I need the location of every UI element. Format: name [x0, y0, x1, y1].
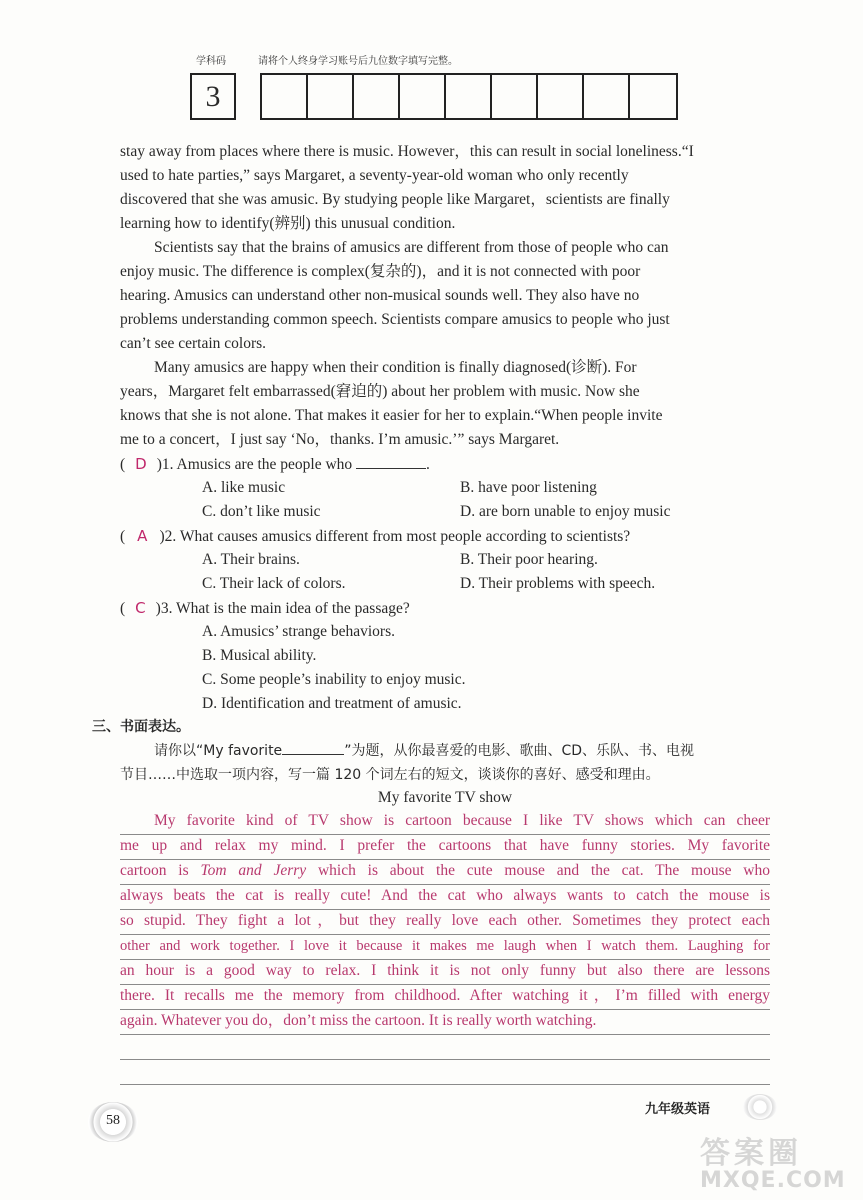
question-2: ( A )2. What causes amusics different from most people according to scientists?	[120, 527, 631, 545]
section-title: 三、书面表达。	[92, 719, 190, 735]
option-d: D. Their problems with speech.	[460, 575, 656, 592]
decorative-seal-icon	[743, 1094, 777, 1120]
passage-line: hearing. Amusics can understand other non-musical sounds well. They also have no	[120, 287, 640, 304]
essay-line: always beats the cat is really cute! And the cat who always wants to catch the mouse is	[120, 885, 770, 910]
watermark-text: 答案圈	[700, 1136, 802, 1171]
passage-line: learning how to identify(辨别) this unusual condition.	[120, 215, 456, 232]
option-d: D. Identification and treatment of amusic.	[202, 695, 462, 712]
blank-writing-line[interactable]	[120, 1035, 770, 1060]
passage-line: stay away from places where there is music. However，this can result in social loneliness.“I	[120, 143, 694, 160]
question-stem: )2. What causes amusics different from most people according to scientists?	[159, 528, 631, 545]
option-c: C. Their lack of colors.	[202, 575, 346, 592]
essay-line	[120, 860, 770, 885]
digit-cell[interactable]	[354, 75, 400, 118]
option-a: A. like music	[202, 479, 286, 496]
prompt-text: ”为题，从你最喜爱的电影、歌曲、CD、乐队、书、电视	[344, 743, 694, 759]
digit-cell[interactable]	[262, 75, 308, 118]
essay-line-text: cartoon is Tom and Jerry which is about the cute mouse and the cat. The mouse who	[120, 862, 770, 879]
writing-prompt-line2: 节目……中选取一项内容，写一篇 120 个词左右的短文，谈谈你的喜好、感受和理由。	[120, 767, 660, 783]
digit-cell[interactable]	[584, 75, 630, 118]
passage-line: used to hate parties,” says Margaret, a seventy-year-old woman who only recently	[120, 167, 629, 184]
blank-writing-line[interactable]	[120, 1060, 770, 1085]
option-c: C. don’t like music	[202, 503, 321, 520]
essay-line: me up and relax my mind. I prefer the cartoons that have funny stories. My favorite	[120, 835, 770, 860]
writing-prompt	[154, 740, 694, 760]
reading-passage	[120, 140, 770, 452]
digit-cell[interactable]	[308, 75, 354, 118]
option-a: A. Amusics’ strange behaviors.	[202, 623, 395, 640]
passage-line: years，Margaret felt embarrassed(窘迫的) about her problem with music. Now she	[120, 383, 640, 400]
account-instruction: 请将个人终身学习账号后九位数字填写完整。	[258, 56, 458, 67]
essay-line: My favorite kind of TV show is cartoon because I like TV shows which can cheer	[120, 810, 770, 835]
answer-blank	[356, 454, 426, 469]
passage-line: Many amusics are happy when their condition is finally diagnosed(诊断). For	[154, 359, 637, 376]
passage-line: can’t see certain colors.	[120, 335, 267, 352]
digit-cell[interactable]	[538, 75, 584, 118]
subject-code-box: 3	[190, 73, 236, 120]
essay-line: there. It recalls me the memory from childhood. After watching it，I’m filled with energy	[120, 985, 770, 1010]
watermark-url: MXQE.COM	[700, 1168, 846, 1193]
essay-line: again. Whatever you do，don’t miss the cartoon. It is really worth watching.	[120, 1010, 770, 1035]
option-a: A. Their brains.	[202, 551, 300, 568]
book-label: 九年级英语	[645, 1102, 711, 1117]
site-watermark	[700, 1128, 860, 1198]
digit-cell[interactable]	[630, 75, 676, 118]
account-digit-grid	[260, 73, 678, 120]
prompt-text: 请你以“My favorite	[154, 743, 283, 759]
passage-line: me to a concert，I just say ‘No，thanks. I’m amusic.’” says Margaret.	[120, 431, 560, 448]
passage-line: knows that she is not alone. That makes it easier for her to explain.“When people invite	[120, 407, 663, 424]
answer-mark[interactable]: D	[135, 455, 147, 473]
answer-mark[interactable]: C	[135, 599, 146, 617]
passage-line: problems understanding common speech. Scientists compare amusics to people who just	[120, 311, 670, 328]
answer-mark[interactable]: A	[137, 527, 148, 545]
option-c: C. Some people’s inability to enjoy music.	[202, 671, 466, 688]
option-d: D. are born unable to enjoy music	[460, 503, 671, 520]
question-stem: )3. What is the main idea of the passage?	[155, 600, 410, 617]
essay-line: an hour is a good way to relax. I think it is not only funny but also there are lessons	[120, 960, 770, 985]
option-b: B. Musical ability.	[202, 647, 317, 664]
essay-line: so stupid. They fight a lot，but they really love each other. Sometimes they protect each	[120, 910, 770, 935]
passage-line: Scientists say that the brains of amusics are different from those of people who can	[154, 239, 669, 256]
question-stem: )1. Amusics are the people who	[156, 456, 353, 473]
question-3: ( C )3. What is the main idea of the passage?	[120, 599, 410, 617]
page-number: 58	[88, 1102, 138, 1142]
option-b: B. Their poor hearing.	[460, 551, 598, 568]
passage-line: enjoy music. The difference is complex(复杂的)，and it is not connected with poor	[120, 263, 641, 280]
essay-title: My favorite TV show	[377, 789, 513, 806]
essay-answer	[120, 810, 770, 1085]
digit-cell[interactable]	[400, 75, 446, 118]
digit-cell[interactable]	[446, 75, 492, 118]
essay-line: other and work together. I love it because it makes me laugh when I watch them. Laughing for	[120, 935, 770, 960]
question-stem-end: .	[426, 456, 430, 473]
title-blank	[282, 740, 344, 755]
show-title: Tom and Jerry	[200, 862, 307, 879]
subject-code-label: 学科码	[196, 56, 226, 67]
digit-cell[interactable]	[492, 75, 538, 118]
option-b: B. have poor listening	[460, 479, 597, 496]
question-1: ( D )1. Amusics are the people who .	[120, 455, 430, 473]
passage-line: discovered that she was amusic. By studying people like Margaret，scientists are finally	[120, 191, 670, 208]
